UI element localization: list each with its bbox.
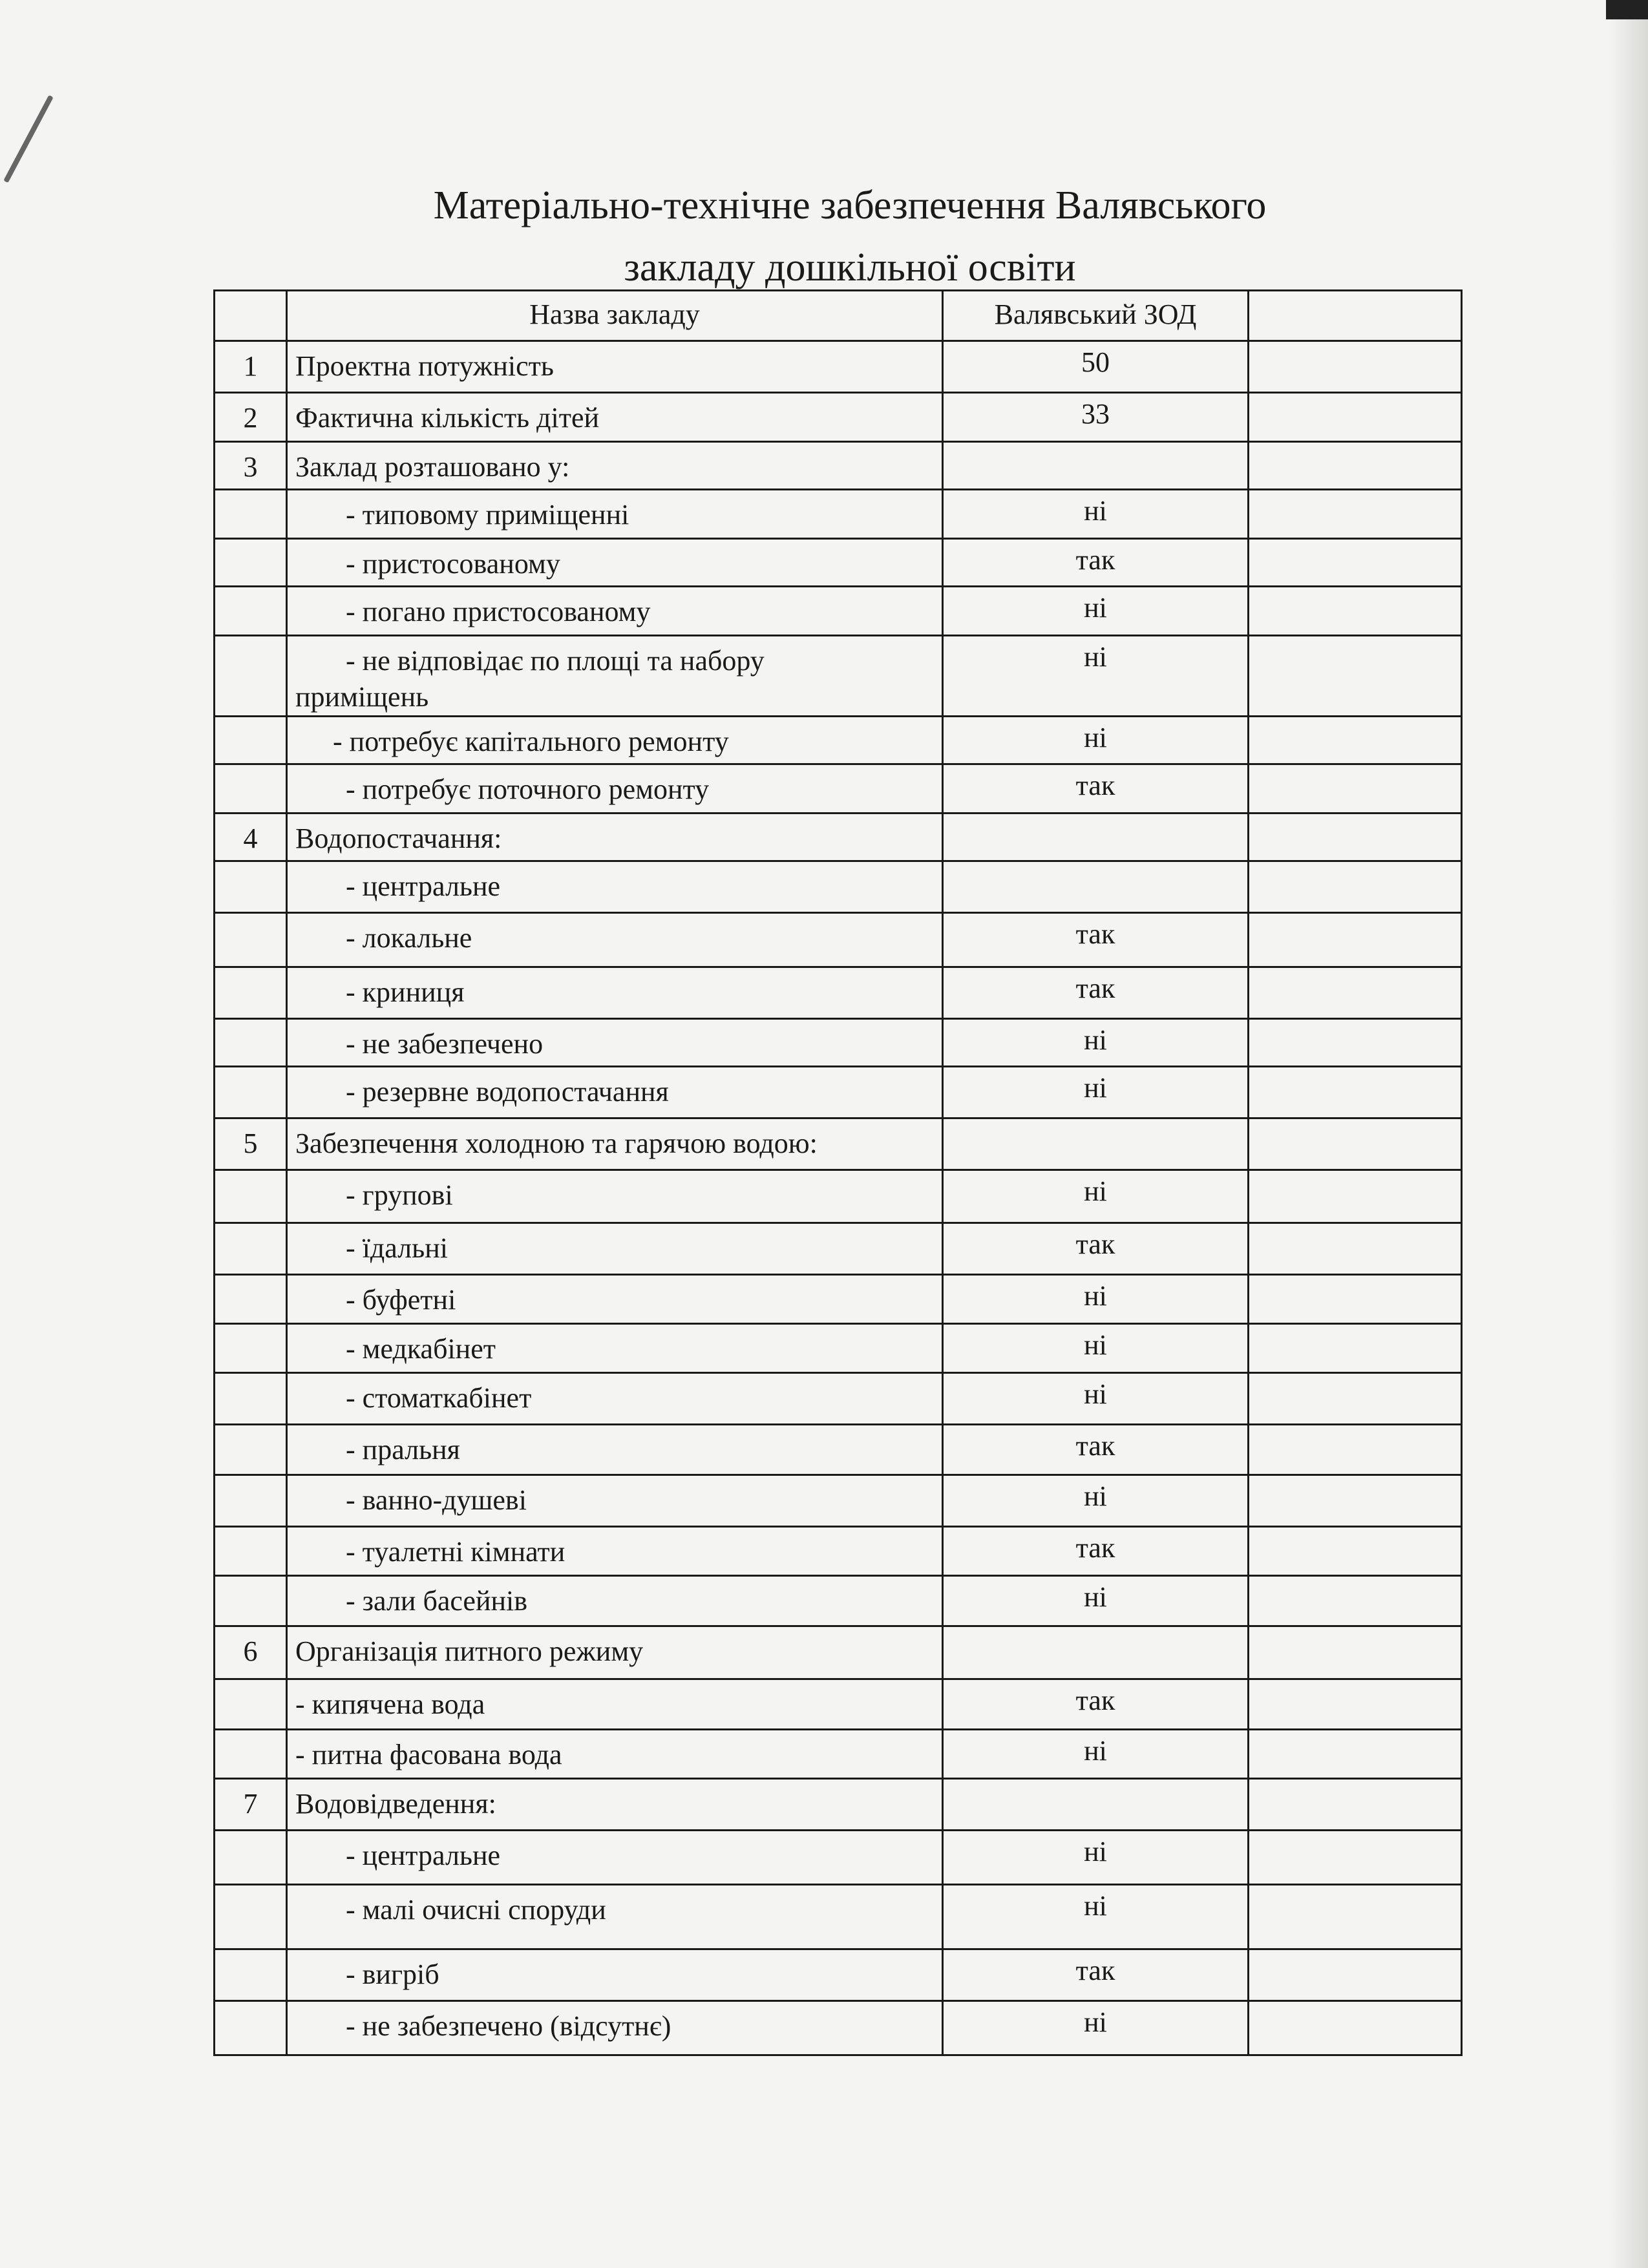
- page-edge-shadow: [1609, 0, 1648, 2268]
- document-title: [388, 174, 1312, 299]
- row-label: [287, 442, 943, 490]
- row-label-continuation: приміщень: [295, 681, 429, 713]
- row-value: 50: [943, 341, 1249, 393]
- row-number: 4: [215, 814, 287, 861]
- row-extra-cell: [1249, 1170, 1462, 1223]
- row-label-text: - питна фасована вода: [295, 1739, 562, 1770]
- row-value: 33: [943, 393, 1249, 442]
- row-label: [287, 814, 943, 861]
- row-number: [215, 636, 287, 717]
- row-value: [943, 1118, 1249, 1170]
- row-extra-cell: [1249, 814, 1462, 861]
- table-row: [215, 490, 1462, 539]
- title-line-2: закладу дошкільної освіти: [624, 246, 1076, 289]
- row-extra-cell: [1249, 1949, 1462, 2001]
- row-extra-cell: [1249, 1223, 1462, 1275]
- row-extra-cell: [1249, 1067, 1462, 1118]
- row-label-text: - не відповідає по площі та набору: [346, 645, 765, 677]
- table-row: [215, 861, 1462, 913]
- row-label: [287, 1475, 943, 1527]
- table-row: [215, 1324, 1462, 1373]
- row-label-text: - вигріб: [346, 1958, 439, 1990]
- row-label-text: - малі очисні споруди: [346, 1894, 606, 1926]
- table-row: [215, 393, 1462, 442]
- row-label: [287, 967, 943, 1019]
- row-extra-cell: [1249, 1576, 1462, 1626]
- table-row: [215, 1223, 1462, 1275]
- table-row: [215, 1067, 1462, 1118]
- table-row: [215, 539, 1462, 587]
- table-row: [215, 967, 1462, 1019]
- row-label-text: Забезпечення холодною та гарячою водою:: [295, 1128, 818, 1159]
- row-number: 3: [215, 442, 287, 490]
- row-label: [287, 1170, 943, 1223]
- row-value: так: [943, 967, 1249, 1019]
- row-label: [287, 861, 943, 913]
- row-number: 6: [215, 1626, 287, 1679]
- row-extra-cell: [1249, 1626, 1462, 1679]
- row-label: [287, 1576, 943, 1626]
- row-label: [287, 341, 943, 393]
- row-value: ні: [943, 1831, 1249, 1885]
- table-row: [215, 814, 1462, 861]
- table-row: [215, 1885, 1462, 1949]
- row-label: [287, 1425, 943, 1475]
- row-number: [215, 861, 287, 913]
- row-value: ні: [943, 1275, 1249, 1324]
- row-value: ні: [943, 1019, 1249, 1067]
- row-extra-cell: [1249, 764, 1462, 814]
- row-label: [287, 1275, 943, 1324]
- row-value: [943, 861, 1249, 913]
- row-value: ні: [943, 1373, 1249, 1425]
- row-value: ні: [943, 1885, 1249, 1949]
- row-extra-cell: [1249, 1373, 1462, 1425]
- row-label: [287, 1118, 943, 1170]
- row-label-text: - медкабінет: [346, 1333, 496, 1365]
- row-value: ні: [943, 636, 1249, 717]
- row-label: [287, 1067, 943, 1118]
- row-extra-cell: [1249, 1275, 1462, 1324]
- table-row: [215, 1019, 1462, 1067]
- row-value: ні: [943, 1576, 1249, 1626]
- row-value: так: [943, 1425, 1249, 1475]
- row-label-text: Заклад розташовано у:: [295, 451, 570, 483]
- table-row: [215, 2001, 1462, 2055]
- row-extra-cell: [1249, 587, 1462, 636]
- row-label: [287, 1019, 943, 1067]
- header-name-cell: Назва закладу: [287, 291, 943, 341]
- row-number: [215, 1019, 287, 1067]
- row-label-text: - ванно-душеві: [346, 1484, 527, 1516]
- row-value: так: [943, 1949, 1249, 2001]
- header-extra-cell: [1249, 291, 1462, 341]
- equipment-table: [213, 289, 1463, 2056]
- row-extra-cell: [1249, 1019, 1462, 1067]
- row-label: [287, 587, 943, 636]
- row-extra-cell: [1249, 1425, 1462, 1475]
- row-extra-cell: [1249, 490, 1462, 539]
- row-label-text: - типовому приміщенні: [346, 499, 629, 530]
- title-line-1: Матеріально-технічне забезпечення Валявського: [433, 184, 1267, 227]
- row-value: ні: [943, 587, 1249, 636]
- table-row: [215, 1576, 1462, 1626]
- row-label: [287, 1527, 943, 1576]
- row-value: [943, 1626, 1249, 1679]
- row-value: так: [943, 539, 1249, 587]
- row-label-text: - не забезпечено (відсутнє): [346, 2010, 671, 2042]
- row-extra-cell: [1249, 913, 1462, 967]
- table-row: [215, 1118, 1462, 1170]
- row-label: [287, 1730, 943, 1779]
- row-value: ні: [943, 1324, 1249, 1373]
- table-row: [215, 1831, 1462, 1885]
- row-number: [215, 967, 287, 1019]
- row-number: [215, 2001, 287, 2055]
- row-number: [215, 490, 287, 539]
- table-row: [215, 1626, 1462, 1679]
- row-value: ні: [943, 1475, 1249, 1527]
- row-label-text: Організація питного режиму: [295, 1635, 644, 1667]
- table-row: [215, 764, 1462, 814]
- row-number: 7: [215, 1779, 287, 1831]
- row-label-text: - центральне: [346, 1840, 501, 1871]
- row-number: [215, 717, 287, 764]
- row-label: [287, 1885, 943, 1949]
- row-value: так: [943, 1679, 1249, 1730]
- row-label-text: - пристосованому: [346, 548, 560, 580]
- row-value: [943, 814, 1249, 861]
- row-number: [215, 1324, 287, 1373]
- table-row: [215, 442, 1462, 490]
- row-extra-cell: [1249, 717, 1462, 764]
- row-label: [287, 764, 943, 814]
- row-label-text: Фактична кількість дітей: [295, 402, 600, 434]
- row-extra-cell: [1249, 1885, 1462, 1949]
- row-label: [287, 2001, 943, 2055]
- table-row: [215, 1949, 1462, 2001]
- row-label-text: - буфетні: [346, 1284, 456, 1316]
- row-label-text: Водопостачання:: [295, 823, 502, 854]
- row-label-text: - центральне: [346, 870, 501, 902]
- table-row: [215, 587, 1462, 636]
- row-label: [287, 1779, 943, 1831]
- table-row: [215, 341, 1462, 393]
- table-header-row: [215, 291, 1462, 341]
- table-row: [215, 636, 1462, 717]
- row-number: [215, 587, 287, 636]
- row-label-text: - потребує поточного ремонту: [346, 773, 710, 805]
- row-extra-cell: [1249, 442, 1462, 490]
- row-value: так: [943, 764, 1249, 814]
- row-extra-cell: [1249, 967, 1462, 1019]
- table-row: [215, 1679, 1462, 1730]
- row-label-text: - локальне: [346, 922, 472, 954]
- row-label-text: - потребує капітального ремонту: [333, 726, 729, 757]
- table-row: [215, 1425, 1462, 1475]
- row-label: [287, 490, 943, 539]
- row-label-text: - криниця: [346, 976, 465, 1008]
- row-number: [215, 1885, 287, 1949]
- row-extra-cell: [1249, 1527, 1462, 1576]
- row-value: так: [943, 1527, 1249, 1576]
- row-extra-cell: [1249, 341, 1462, 393]
- table-row: [215, 1373, 1462, 1425]
- row-number: [215, 1527, 287, 1576]
- row-number: [215, 1475, 287, 1527]
- table-row: [215, 1170, 1462, 1223]
- row-extra-cell: [1249, 1779, 1462, 1831]
- row-extra-cell: [1249, 539, 1462, 587]
- row-label-text: - погано пристосованому: [346, 596, 651, 627]
- row-number: [215, 1831, 287, 1885]
- row-label: [287, 717, 943, 764]
- row-number: [215, 764, 287, 814]
- row-label: [287, 1373, 943, 1425]
- row-label-text: - туалетні кімнати: [346, 1536, 565, 1568]
- row-value: ні: [943, 490, 1249, 539]
- row-extra-cell: [1249, 636, 1462, 717]
- row-value: ні: [943, 1170, 1249, 1223]
- row-extra-cell: [1249, 2001, 1462, 2055]
- header-num-cell: [215, 291, 287, 341]
- row-value: ні: [943, 1067, 1249, 1118]
- row-number: [215, 1576, 287, 1626]
- row-label-text: Проектна потужність: [295, 350, 554, 382]
- row-extra-cell: [1249, 1475, 1462, 1527]
- row-label-text: - не забезпечено: [346, 1028, 544, 1060]
- row-value: ні: [943, 1730, 1249, 1779]
- row-label: [287, 1949, 943, 2001]
- row-number: [215, 1373, 287, 1425]
- row-number: [215, 1223, 287, 1275]
- row-number: [215, 1949, 287, 2001]
- row-label: [287, 393, 943, 442]
- pencil-mark: [3, 95, 53, 183]
- row-label: [287, 539, 943, 587]
- row-label-text: - кипячена вода: [295, 1688, 485, 1720]
- row-label: [287, 1324, 943, 1373]
- table-row: [215, 913, 1462, 967]
- row-value: ні: [943, 2001, 1249, 2055]
- row-label-text: Водовідведення:: [295, 1788, 496, 1820]
- row-value: так: [943, 913, 1249, 967]
- header-value-cell: Валявський ЗОД: [943, 291, 1249, 341]
- row-label-text: - пральня: [346, 1434, 460, 1465]
- row-label-text: - групові: [346, 1179, 453, 1211]
- row-label-text: - їдальні: [346, 1232, 448, 1264]
- row-number: [215, 1275, 287, 1324]
- table-row: [215, 1527, 1462, 1576]
- row-number: [215, 1425, 287, 1475]
- row-label-text: - стоматкабінет: [346, 1382, 532, 1414]
- row-number: [215, 1679, 287, 1730]
- row-extra-cell: [1249, 1730, 1462, 1779]
- row-number: 1: [215, 341, 287, 393]
- row-label: [287, 913, 943, 967]
- row-label: [287, 636, 943, 717]
- table-row: [215, 717, 1462, 764]
- row-label: [287, 1679, 943, 1730]
- row-value: так: [943, 1223, 1249, 1275]
- table-row: [215, 1475, 1462, 1527]
- row-number: 5: [215, 1118, 287, 1170]
- row-value: [943, 1779, 1249, 1831]
- row-extra-cell: [1249, 861, 1462, 913]
- row-number: 2: [215, 393, 287, 442]
- row-label: [287, 1223, 943, 1275]
- row-label-text: - зали басейнів: [346, 1585, 528, 1617]
- row-number: [215, 539, 287, 587]
- row-value: ні: [943, 717, 1249, 764]
- row-label-text: - резервне водопостачання: [346, 1076, 669, 1108]
- row-extra-cell: [1249, 1324, 1462, 1373]
- table-row: [215, 1779, 1462, 1831]
- row-number: [215, 1730, 287, 1779]
- row-extra-cell: [1249, 1831, 1462, 1885]
- row-label: [287, 1831, 943, 1885]
- scan-corner-mark: [1606, 0, 1648, 19]
- row-label: [287, 1626, 943, 1679]
- row-number: [215, 913, 287, 967]
- table-row: [215, 1275, 1462, 1324]
- row-number: [215, 1067, 287, 1118]
- table-row: [215, 1730, 1462, 1779]
- row-extra-cell: [1249, 393, 1462, 442]
- row-value: [943, 442, 1249, 490]
- row-extra-cell: [1249, 1118, 1462, 1170]
- row-extra-cell: [1249, 1679, 1462, 1730]
- row-number: [215, 1170, 287, 1223]
